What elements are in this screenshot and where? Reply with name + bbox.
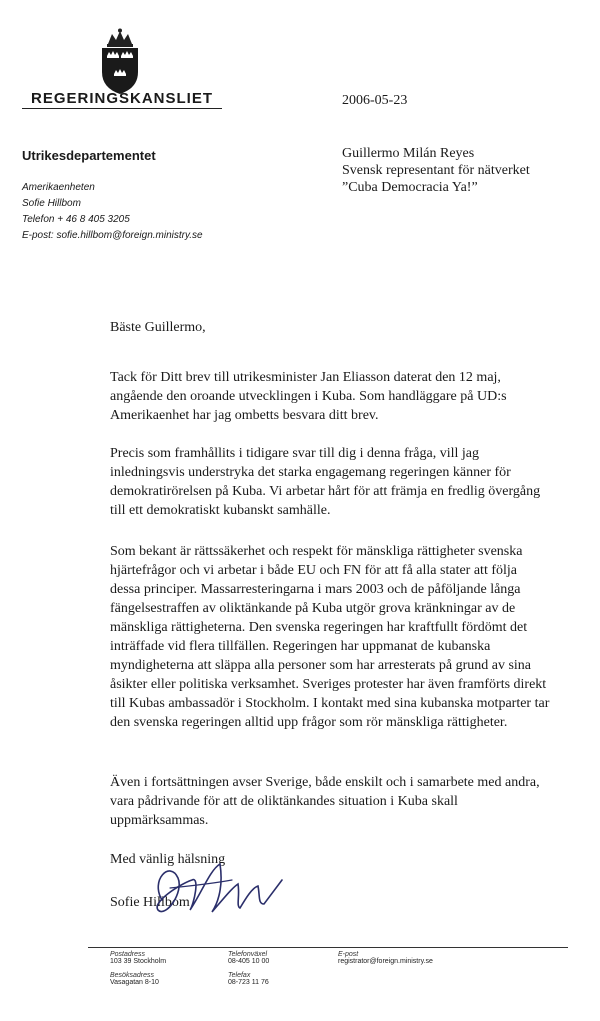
footer-postal [110, 951, 166, 965]
footer-phone-label: Telefonväxel [228, 951, 268, 958]
footer-phone [228, 951, 269, 965]
recipient-line-2: Svensk representant för nätverket [342, 163, 530, 178]
footer-fax-label: Telefax [228, 972, 251, 979]
footer-fax [228, 972, 269, 986]
org-name: REGERINGSKANSLIET [30, 90, 213, 107]
three-crowns-crest-icon [92, 28, 148, 98]
sender-contact-block [22, 180, 203, 244]
letter-greeting: Bäste Guillermo, [110, 320, 206, 335]
letter-paragraph-1: Tack för Ditt brev till utrikesminister Jan Eliasson daterat den 12 maj, angående den oroande utvecklingen i Kuba. Som handläggare på UD:s Amerikaenhet har jag ombetts besvara ditt brev. [110, 370, 507, 423]
signer-name: Sofie Hillbom [110, 895, 190, 910]
recipient-line-3: ”Cuba Democracia Ya!” [342, 180, 478, 195]
sender-email: E-post: sofie.hillbom@foreign.ministry.se [22, 230, 203, 241]
footer-email-label: E-post [338, 951, 359, 958]
footer-phone-value: 08-405 10 00 [228, 958, 270, 965]
footer-visit [110, 972, 159, 986]
recipient-line-1: Guillermo Milán Reyes [342, 146, 475, 161]
sender-name: Sofie Hillbom [22, 198, 81, 209]
letter-date: 2006-05-23 [342, 93, 408, 108]
footer-postal-label: Postadress [110, 951, 146, 958]
footer-visit-value: Vasagatan 8-10 [110, 979, 159, 986]
recipient-address [342, 145, 530, 196]
handwritten-signature [140, 840, 300, 930]
letter-paragraph-2: Precis som framhållits i tidigare svar till dig i denna fråga, vill jag inledningsvis understryka det starka engagemang regeringen känner för demokratirörelsen på Kuba. Vi arbetar hårt för att främja en fredlig övergång till ett demokratiskt kubanskt samhälle. [110, 446, 541, 518]
footer-visit-label: Besöksadress [110, 972, 154, 979]
letter-closing: Med vänlig hälsning [110, 852, 226, 867]
footer-postal-value: 103 39 Stockholm [110, 958, 167, 965]
letter-paragraph-4: Även i fortsättningen avser Sverige, både enskilt och i samarbete med andra, vara pådrivande för att de oliktänkandes situation i Kuba skall uppmärksammas. [110, 775, 540, 828]
logo-underline [22, 108, 222, 109]
footer-fax-value: 08-723 11 76 [228, 979, 269, 986]
footer-email [338, 951, 433, 965]
footer-divider [88, 947, 568, 948]
letter-paragraph-3: Som bekant är rättssäkerhet och respekt för mänskliga rättigheter svenska hjärtefrågor och vi arbetar i både EU och FN för att få alla stater att följa dessa principer. Massarresteringarna i mars 2003 och de påföljande långa fängelsestraffen av oliktänkande på Kuba utgör grova kränkningar av de mänskliga rättigheterna. Den svenska regeringen har kraftfullt fördömt det inträffade vid flera tillfällen. Regeringen har uppmanat de kubanska myndigheterna att släppa alla personer som har arresterats på grund av sina åsikter eller politiska verksamhet. Sveriges protester har även framförts direkt till Kubas ambassadör i Stockholm. I kontakt med sina kubanska motparter tar den svenska regeringen alltid upp frågor som rör mänskliga rättigheter. [110, 544, 550, 730]
footer-email-value: registrator@foreign.ministry.se [338, 958, 433, 965]
sender-phone: Telefon + 46 8 405 3205 [22, 214, 130, 225]
department-name: Utrikesdepartementet [22, 148, 156, 163]
sender-unit: Amerikaenheten [22, 182, 95, 193]
